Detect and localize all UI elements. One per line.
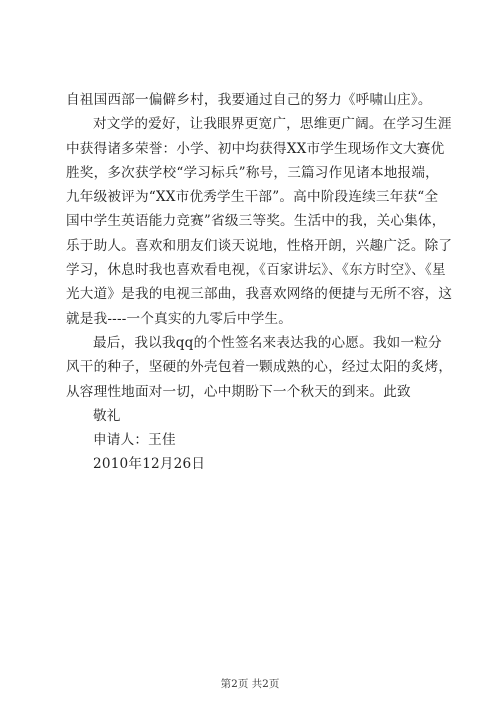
letter-body	[66, 88, 453, 477]
text-line: 风干的种子，坚硬的外壳包着一颗成熟的心，经过太阳的炙烤，	[66, 359, 453, 376]
text-line: 从容理性地面对一切，心中期盼下一个秋天的到来。此致	[66, 383, 411, 400]
text-line: 九年级被评为“XX市优秀学生干部”。高中阶段连续三年获“全	[66, 189, 439, 206]
text-line: 自祖国西部一偏僻乡村，我要通过自己的努力《呼啸山庄》。	[66, 92, 432, 108]
text-line: 中获得诸多荣誉：小学、初中均获得XX市学生现场作文大赛优	[66, 140, 445, 157]
text-line: 乐于助人。喜欢和朋友们谈天说地，性格开朗，兴趣广泛。除了	[66, 237, 453, 254]
page-footer: 第2页 共2页	[220, 678, 280, 690]
text-line: 胜奖，多次获学校“学习标兵”称号，三篇习作见诸本地报端，	[66, 164, 439, 181]
text-line: 对文学的爱好，让我眼界更宽广，思维更广阔。在学习生涯	[93, 116, 452, 133]
letter-date: 2010年12月26日	[93, 456, 206, 473]
text-line: 光大道》是我的电视三部曲，我喜欢网络的便捷与无所不容，这	[66, 286, 453, 303]
text-line: 国中学生英语能力竞赛”省级三等奖。生活中的我，关心集体，	[66, 213, 446, 230]
text-line: 就是我----一个真实的九零后中学生。	[66, 310, 293, 327]
applicant-signature: 申请人：王佳	[93, 432, 176, 449]
closing-salutation: 敬礼	[93, 407, 121, 424]
text-line: 学习，休息时我也喜欢看电视，《百家讲坛》、《东方时空》、《星	[66, 262, 446, 279]
text-line: 最后，我以我qq的个性签名来表达我的心愿。我如一粒分	[93, 334, 442, 351]
